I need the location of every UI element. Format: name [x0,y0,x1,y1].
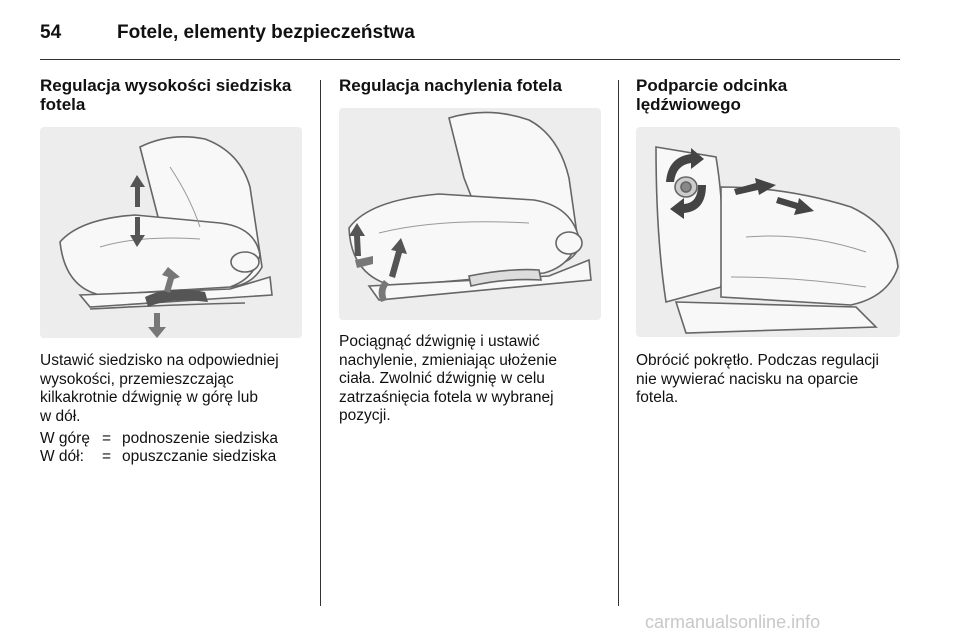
seat-height-illustration [40,127,302,338]
section-lumbar-support [636,76,906,114]
section-seat-height [40,76,308,114]
section-heading-seat-height: Regulacja wysokości siedziska fotela [40,76,292,114]
section-heading-lumbar-support: Podparcie odcinka lędźwiowego [636,76,788,114]
section-heading-seat-tilt: Regulacja nachylenia fotela [339,76,562,95]
column-divider-2 [618,80,619,606]
header-divider [40,59,900,60]
lumbar-support-illustration [636,127,900,337]
seat-tilt-illustration [339,108,601,320]
legend-row-down: W dół: = opuszczanie siedziska [40,448,277,465]
legend-row-up: W górę = podnoszenie siedziska [40,430,278,447]
seat-tilt-body: Pociągnąć dźwignię i ustawić nachylenie, zmieniając ułożenie ciała. Zwolnić dźwignię w celu zatrzaśnięcia fotela w wybranej pozycji. [339,333,557,424]
seat-height-body: Ustawić siedzisko na odpowiedniej wysokości, przemieszczając kilkakrotnie dźwignię w górę lub w dół. [40,352,279,425]
column-divider-1 [320,80,321,606]
seat-height-legend [40,430,315,466]
section-seat-tilt [339,76,609,95]
page-number: 54 [40,22,62,43]
page-title: Fotele, elementy bezpieczeństwa [117,22,415,43]
watermark-text: carmanualsonline.info [645,612,821,632]
lumbar-support-body: Obrócić pokrętło. Podczas regulacji nie wywierać nacisku na oparcie fotela. [636,352,879,406]
